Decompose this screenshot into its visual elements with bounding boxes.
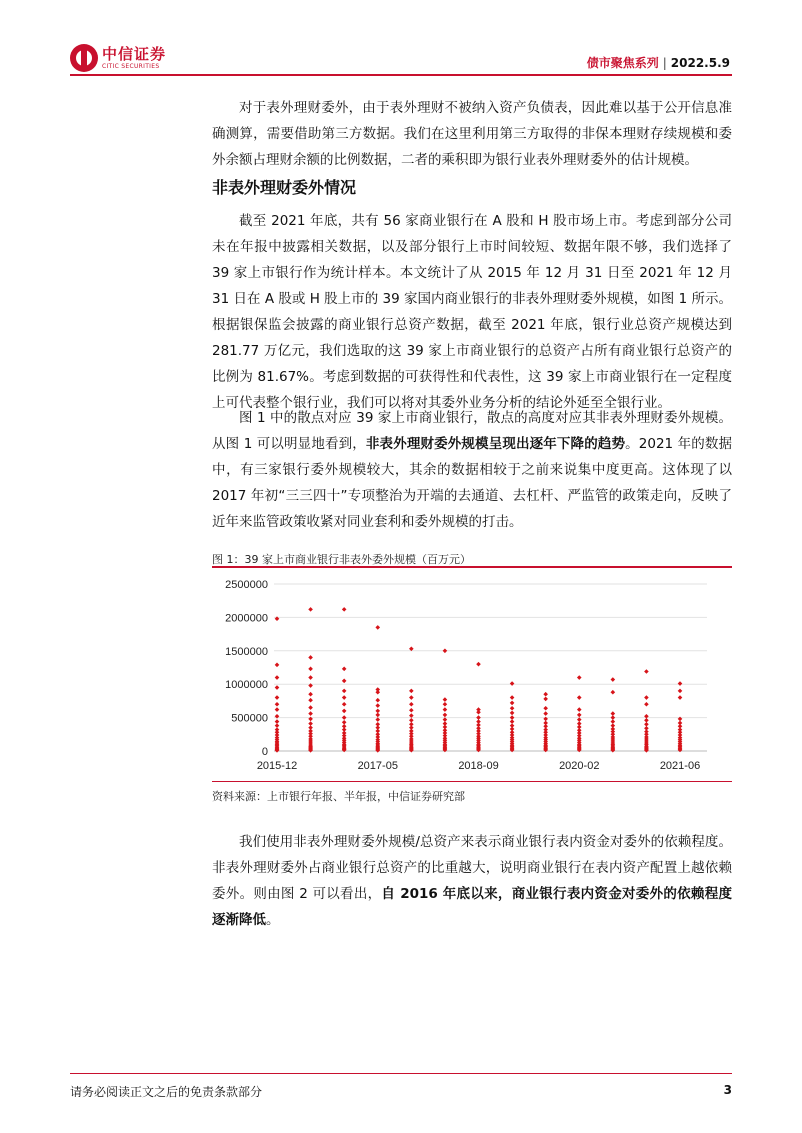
scatter-point: [308, 607, 313, 612]
scatter-point: [375, 690, 380, 695]
scatter-point: [644, 669, 649, 674]
y-tick-label: 1000000: [225, 679, 268, 692]
scatter-point: [275, 695, 280, 700]
scatter-point: [510, 706, 515, 711]
series-separator: |: [662, 56, 667, 70]
scatter-point: [409, 689, 414, 694]
scatter-point: [644, 702, 649, 707]
scatter-point: [611, 715, 616, 720]
scatter-point: [275, 685, 280, 690]
y-tick-label: 500000: [231, 712, 268, 725]
scatter-point: [577, 713, 582, 718]
citic-logo-mark: [70, 44, 98, 72]
scatter-point: [543, 706, 548, 711]
report-date: 2022.5.9: [670, 56, 730, 70]
scatter-point: [443, 697, 448, 702]
scatter-point: [375, 698, 380, 703]
paragraph-4-highlight: 自 2016 年底以来，商业银行表内资金对委外的依赖程度逐渐降低: [212, 886, 733, 928]
scatter-point: [308, 711, 313, 716]
scatter-point: [342, 667, 347, 672]
scatter-point: [644, 695, 649, 700]
page-number: 3: [723, 1083, 732, 1097]
figure-source: 资料来源：上市银行年报、半年报，中信证券研究部: [212, 790, 465, 803]
scatter-point: [611, 690, 616, 695]
scatter-point: [409, 708, 414, 713]
scatter-point: [510, 695, 515, 700]
scatter-point: [476, 662, 481, 667]
scatter-point: [644, 722, 649, 727]
scatter-point: [678, 681, 683, 686]
scatter-point: [342, 709, 347, 714]
intro-paragraph: 对于表外理财委外，由于表外理财不被纳入资产负债表，因此难以基于公开信息准确测算，需要借助第三方数据。我们在这里利用第三方取得的非保本理财存续规模和委外余额占理财余额的比例数据，二者的乘积即为银行业表外理财委外的估计规模。: [212, 100, 732, 168]
series-name: 债市聚焦系列: [586, 56, 659, 70]
paragraph-3-highlight: 非表外理财委外规模呈现出逐年下降的趋势: [365, 436, 626, 452]
scatter-point: [543, 692, 548, 697]
scatter-point: [577, 707, 582, 712]
scatter-point: [577, 675, 582, 680]
scatter-point: [510, 681, 515, 686]
scatter-point: [342, 679, 347, 684]
scatter-point: [342, 702, 347, 707]
y-tick-label: 2500000: [225, 579, 268, 591]
scatter-point: [510, 719, 515, 724]
scatter-point: [476, 710, 481, 715]
figure-top-rule: [212, 566, 732, 568]
x-tick-label: 2017-05: [357, 760, 398, 772]
y-tick-label: 0: [261, 746, 268, 758]
scatter-point: [577, 695, 582, 700]
scatter-point: [275, 675, 280, 680]
header-divider: [70, 74, 732, 76]
scatter-chart: [212, 570, 732, 778]
scatter-point: [342, 720, 347, 725]
scatter-point: [342, 715, 347, 720]
scatter-point: [308, 667, 313, 672]
scatter-point: [308, 692, 313, 697]
scatter-point: [611, 711, 616, 716]
paragraph-3: 图 1 中的散点对应 39 家上市商业银行，散点的高度对应其非表外理财委外规模。从图 1 可以明显地看到，非表外理财委外规模呈现出逐年下降的趋势。2021 年的数据中，有三家银行委外规模较大，其余的数据相较于之前来说集中度更高。这体现了以 2017 年初“三三四十”专项整治为开端的去通道、去杠杆、严监管的政策走向，反映了近年来监管政策收紧对同业套利和委外规模的打击。: [212, 410, 733, 530]
figure-bottom-rule: [212, 781, 732, 782]
scatter-point: [611, 719, 616, 724]
citic-logo: [70, 44, 166, 72]
scatter-point: [510, 711, 515, 716]
scatter-point: [375, 625, 380, 630]
scatter-point: [275, 707, 280, 712]
scatter-point: [543, 711, 548, 716]
x-tick-label: 2015-12: [256, 760, 298, 772]
scatter-point: [308, 675, 313, 680]
footer-divider: [70, 1073, 732, 1074]
scatter-point: [476, 715, 481, 720]
paragraph-2: 截至 2021 年底，共有 56 家商业银行在 A 股和 H 股市场上市。考虑到部分公司未在年报中披露相关数据，以及部分银行上市时间较短、数据年限不够，我们选择了 39 家上市银行作为统计样本。本文统计了从 2015 年 12 月 31 日至 2021 年 12 月 31 日在 A 股或 H 股上市的 39 家国内商业银行的非表外理财委外规模，如图 1 所示。根据银保监会披露的商业银行总资产数据，截至 2021 年底，银行业总资产规模达到 281.77 万亿元，我们选取的这 39 家上市商业银行的总资产占所有商业银行总资产的比例为 81.67%。考虑到数据的可获得性和代表性，这 39 家上市商业银行在一定程度上可代表整个银行业，我们可以将对其委外业务分析的结论外延至全银行业。: [212, 213, 732, 411]
y-tick-label: 2000000: [225, 612, 268, 625]
logo-cn: 中信证券: [102, 44, 167, 63]
scatter-point: [375, 703, 380, 708]
scatter-point: [409, 695, 414, 700]
scatter-point: [443, 707, 448, 712]
scatter-point: [611, 677, 616, 682]
scatter-point: [275, 719, 280, 724]
scatter-point: [375, 713, 380, 718]
scatter-point: [543, 697, 548, 702]
scatter-point: [308, 705, 313, 710]
scatter-point: [342, 607, 347, 612]
paragraph-4: 我们使用非表外理财委外规模/总资产来表示商业银行表内资金对委外的依赖程度。非表外理财委外占商业银行总资产的比重越大，说明商业银行在表内资产配置上越依赖委外。则由图 2 可以看出，自 2016 年底以来，商业银行表内资金对委外的依赖程度逐渐降低。: [212, 834, 733, 928]
footer-disclaimer: 请务必阅读正文之后的免责条款部分: [70, 1085, 263, 1099]
scatter-point: [275, 663, 280, 668]
scatter-point: [308, 721, 313, 726]
x-tick-label: 2021-06: [659, 760, 701, 772]
series-info: [587, 54, 730, 71]
scatter-point: [443, 649, 448, 654]
scatter-point: [409, 702, 414, 707]
scatter-point: [644, 718, 649, 723]
scatter-point: [678, 689, 683, 694]
scatter-point: [510, 715, 515, 720]
scatter-point: [443, 713, 448, 718]
scatter-point: [275, 702, 280, 707]
scatter-point: [443, 702, 448, 707]
scatter-point: [342, 689, 347, 694]
x-tick-label: 2018-09: [458, 760, 499, 772]
scatter-point: [409, 718, 414, 723]
scatter-point: [375, 709, 380, 714]
scatter-point: [308, 698, 313, 703]
scatter-point: [275, 723, 280, 728]
scatter-point: [342, 695, 347, 700]
x-tick-label: 2020-02: [559, 760, 600, 772]
logo-en: CITIC SECURITIES: [102, 62, 160, 70]
section-heading: 非表外理财委外情况: [212, 178, 357, 197]
scatter-point: [510, 701, 515, 706]
scatter-point: [678, 695, 683, 700]
scatter-point: [308, 655, 313, 660]
y-tick-label: 1500000: [225, 645, 268, 658]
figure-title: 图 1：39 家上市商业银行非表外委外规模（百万元）: [212, 553, 471, 566]
page-header: [0, 0, 802, 80]
